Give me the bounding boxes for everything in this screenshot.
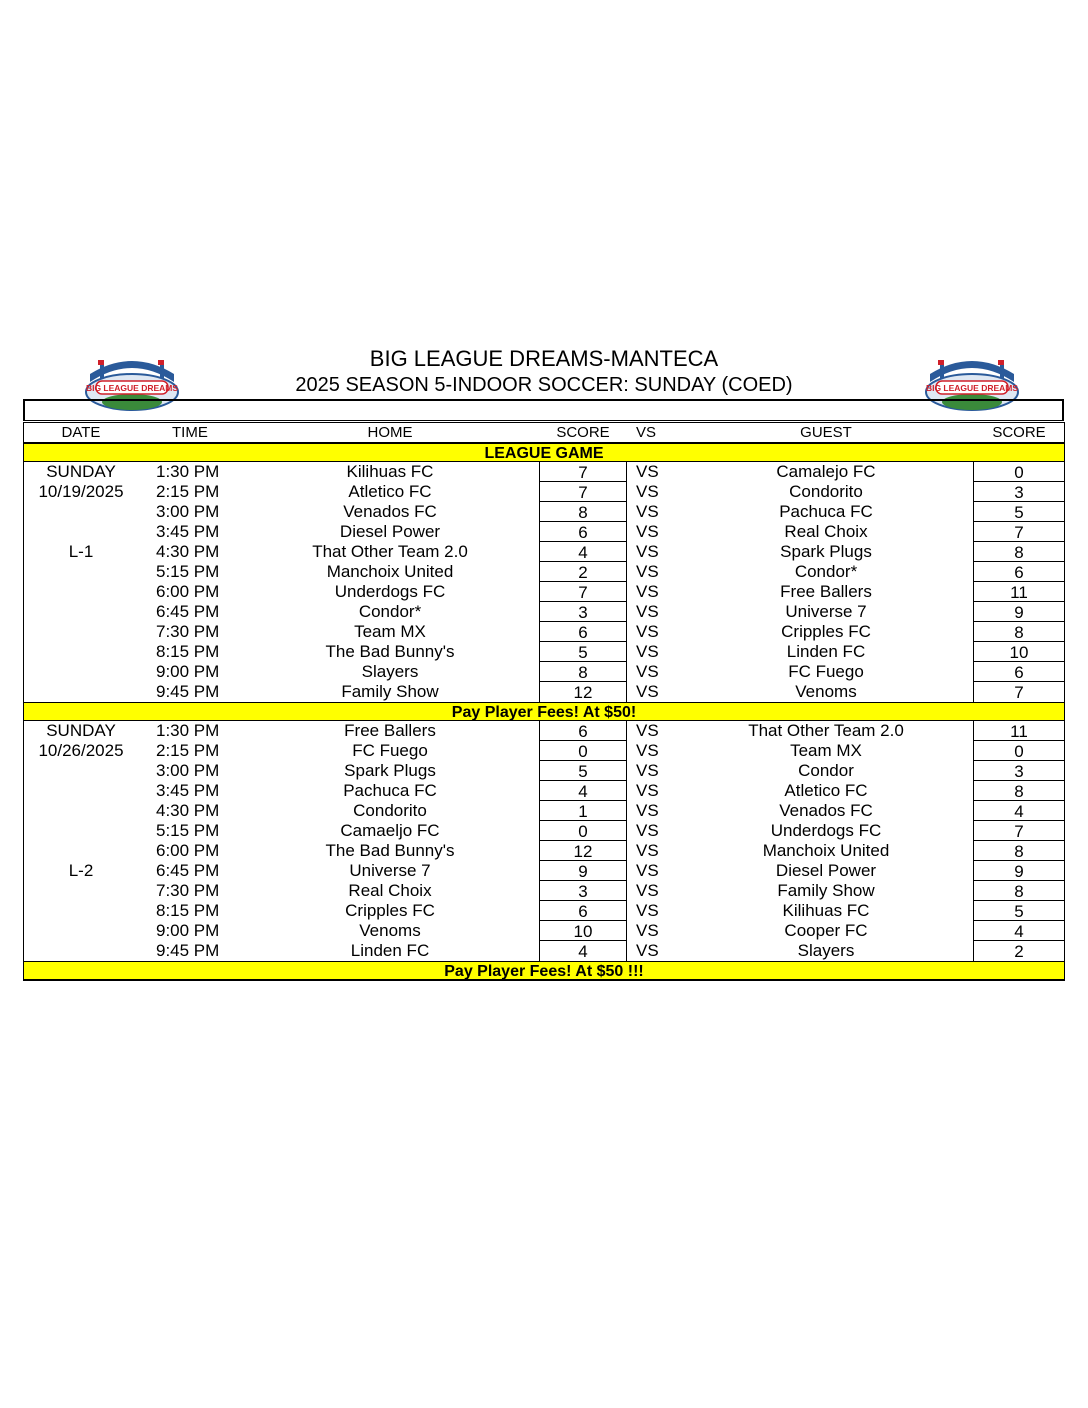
home-team: Pachuca FC <box>343 781 437 800</box>
guest-team: Camalejo FC <box>776 462 876 481</box>
home-score: 7 <box>539 462 627 482</box>
vs-label: VS <box>636 781 659 800</box>
col-guest-score: SCORE <box>992 424 1046 441</box>
guest-score: 3 <box>973 482 1065 502</box>
home-score: 7 <box>539 582 627 602</box>
home-score: 5 <box>539 761 627 781</box>
game-time: 4:30 PM <box>156 801 220 820</box>
game-time: 5:15 PM <box>156 562 220 581</box>
game-row <box>24 721 1064 741</box>
guest-team: Kilihuas FC <box>782 901 870 920</box>
game-time: 3:45 PM <box>156 781 220 800</box>
game-row <box>24 761 1064 781</box>
guest-team: Condor* <box>794 562 858 581</box>
guest-team: Condor <box>798 761 854 780</box>
home-team: Linden FC <box>350 941 430 960</box>
week-day: SUNDAY <box>46 721 116 740</box>
home-team: Atletico FC <box>348 482 432 501</box>
game-row <box>24 941 1064 961</box>
game-time: 6:45 PM <box>156 602 220 621</box>
column-header-row <box>24 423 1064 443</box>
league-game-band: LEAGUE GAME <box>24 443 1064 462</box>
game-row <box>24 801 1064 821</box>
vs-label: VS <box>636 502 659 521</box>
game-row <box>24 602 1064 622</box>
guest-score: 6 <box>973 662 1065 682</box>
schedule-table <box>23 422 1065 981</box>
game-row <box>24 582 1064 602</box>
col-guest: GUEST <box>800 424 852 441</box>
guest-score: 7 <box>973 682 1065 702</box>
guest-score: 2 <box>973 941 1065 961</box>
guest-team: FC Fuego <box>788 662 864 681</box>
guest-score: 9 <box>973 602 1065 622</box>
week-date: 10/26/2025 <box>38 741 124 760</box>
week-label: L-1 <box>68 542 94 561</box>
game-time: 9:45 PM <box>156 941 220 960</box>
guest-team: Real Choix <box>784 522 868 541</box>
guest-score: 6 <box>973 562 1065 582</box>
game-time: 9:00 PM <box>156 921 220 940</box>
home-team: Cripples FC <box>345 901 435 920</box>
home-team: Underdogs FC <box>334 582 446 601</box>
vs-label: VS <box>636 542 659 561</box>
guest-score: 5 <box>973 901 1065 921</box>
home-score: 6 <box>539 522 627 542</box>
guest-team: Manchoix United <box>762 841 890 860</box>
home-team: The Bad Bunny's <box>325 642 455 661</box>
col-date: DATE <box>61 424 101 441</box>
vs-label: VS <box>636 901 659 920</box>
guest-score: 0 <box>973 741 1065 761</box>
guest-team: Pachuca FC <box>779 502 873 521</box>
game-time: 8:15 PM <box>156 642 220 661</box>
home-score: 0 <box>539 821 627 841</box>
vs-label: VS <box>636 602 659 621</box>
vs-label: VS <box>636 921 659 940</box>
game-time: 8:15 PM <box>156 901 220 920</box>
guest-score: 0 <box>973 462 1065 482</box>
fees-reminder-band: Pay Player Fees! At $50! <box>24 702 1064 721</box>
col-time: TIME <box>172 424 208 441</box>
guest-team: Condorito <box>789 482 863 501</box>
home-score: 12 <box>539 841 627 861</box>
guest-team: Free Ballers <box>780 582 872 601</box>
week-date: 10/19/2025 <box>38 482 124 501</box>
home-team: Kilihuas FC <box>346 462 434 481</box>
home-score: 6 <box>539 901 627 921</box>
home-score: 1 <box>539 801 627 821</box>
banner-box <box>23 399 1064 421</box>
guest-score: 8 <box>973 781 1065 801</box>
game-row <box>24 482 1064 502</box>
vs-label: VS <box>636 741 659 760</box>
guest-team: Cooper FC <box>784 921 868 940</box>
game-time: 7:30 PM <box>156 881 220 900</box>
home-score: 9 <box>539 861 627 881</box>
home-score: 12 <box>539 682 627 702</box>
game-time: 2:15 PM <box>156 482 220 501</box>
game-time: 6:00 PM <box>156 582 220 601</box>
page-title: BIG LEAGUE DREAMS-MANTECA <box>369 346 719 371</box>
guest-score: 4 <box>973 921 1065 941</box>
guest-score: 7 <box>973 522 1065 542</box>
home-score: 4 <box>539 941 627 961</box>
fees-reminder-band: Pay Player Fees! At $50 !!! <box>24 961 1064 980</box>
home-team: Venoms <box>359 921 421 940</box>
guest-team: Venoms <box>795 682 857 701</box>
home-score: 4 <box>539 781 627 801</box>
home-team: Spark Plugs <box>344 761 436 780</box>
weeks-container <box>24 462 1064 980</box>
vs-label: VS <box>636 841 659 860</box>
vs-label: VS <box>636 482 659 501</box>
game-time: 6:00 PM <box>156 841 220 860</box>
guest-team: Team MX <box>790 741 862 760</box>
guest-team: Spark Plugs <box>780 542 872 561</box>
vs-label: VS <box>636 582 659 601</box>
guest-score: 8 <box>973 542 1065 562</box>
vs-label: VS <box>636 861 659 880</box>
vs-label: VS <box>636 801 659 820</box>
guest-score: 8 <box>973 841 1065 861</box>
game-row <box>24 741 1064 761</box>
home-score: 5 <box>539 642 627 662</box>
game-row <box>24 881 1064 901</box>
guest-team: Diesel Power <box>775 861 877 880</box>
vs-label: VS <box>636 881 659 900</box>
guest-team: Universe 7 <box>785 602 867 621</box>
game-row <box>24 821 1064 841</box>
home-team: Team MX <box>354 622 426 641</box>
game-row <box>24 522 1064 542</box>
game-row <box>24 562 1064 582</box>
guest-score: 8 <box>973 622 1065 642</box>
vs-label: VS <box>636 761 659 780</box>
home-score: 10 <box>539 921 627 941</box>
home-score: 6 <box>539 622 627 642</box>
game-time: 3:00 PM <box>156 502 220 521</box>
col-vs: VS <box>636 424 657 441</box>
page-subtitle: 2025 SEASON 5-INDOOR SOCCER: SUNDAY (COED) <box>295 374 793 396</box>
home-team: Family Show <box>341 682 439 701</box>
guest-score: 9 <box>973 861 1065 881</box>
game-time: 5:15 PM <box>156 821 220 840</box>
home-team: Venados FC <box>343 502 437 521</box>
week-day: SUNDAY <box>46 462 116 481</box>
game-time: 7:30 PM <box>156 622 220 641</box>
vs-label: VS <box>636 642 659 661</box>
home-team: Camaeljo FC <box>340 821 440 840</box>
game-row <box>24 462 1064 482</box>
vs-label: VS <box>636 522 659 541</box>
home-team: Slayers <box>361 662 419 681</box>
guest-score: 3 <box>973 761 1065 781</box>
guest-team: Underdogs FC <box>770 821 882 840</box>
guest-team: Family Show <box>777 881 875 900</box>
vs-label: VS <box>636 721 659 740</box>
home-score: 4 <box>539 542 627 562</box>
vs-label: VS <box>636 662 659 681</box>
game-time: 9:00 PM <box>156 662 220 681</box>
home-score: 3 <box>539 602 627 622</box>
home-team: Condor* <box>358 602 422 621</box>
guest-score: 4 <box>973 801 1065 821</box>
guest-team: Linden FC <box>786 642 866 661</box>
vs-label: VS <box>636 462 659 481</box>
guest-score: 11 <box>973 582 1065 602</box>
game-row <box>24 642 1064 662</box>
guest-team: Slayers <box>797 941 855 960</box>
home-score: 0 <box>539 741 627 761</box>
vs-label: VS <box>636 622 659 641</box>
vs-label: VS <box>636 821 659 840</box>
home-team: FC Fuego <box>352 741 428 760</box>
game-row <box>24 921 1064 941</box>
game-time: 3:45 PM <box>156 522 220 541</box>
home-score: 8 <box>539 502 627 522</box>
game-time: 4:30 PM <box>156 542 220 561</box>
game-time: 1:30 PM <box>156 721 220 740</box>
game-row <box>24 841 1064 861</box>
home-team: Free Ballers <box>344 721 436 740</box>
game-row <box>24 861 1064 881</box>
home-score: 6 <box>539 721 627 741</box>
logo-text: BIG LEAGUE DREAMS <box>85 383 179 393</box>
game-time: 2:15 PM <box>156 741 220 760</box>
guest-team: Venados FC <box>779 801 873 820</box>
game-row <box>24 542 1064 562</box>
guest-team: Atletico FC <box>784 781 868 800</box>
home-score: 8 <box>539 662 627 682</box>
game-time: 6:45 PM <box>156 861 220 880</box>
game-time: 3:00 PM <box>156 761 220 780</box>
home-team: Real Choix <box>348 881 432 900</box>
game-row <box>24 901 1064 921</box>
home-team: Universe 7 <box>349 861 431 880</box>
game-row <box>24 781 1064 801</box>
home-team: Manchoix United <box>326 562 454 581</box>
guest-team: That Other Team 2.0 <box>748 721 904 740</box>
vs-label: VS <box>636 682 659 701</box>
guest-score: 11 <box>973 721 1065 741</box>
col-home-score: SCORE <box>556 424 610 441</box>
game-row <box>24 662 1064 682</box>
game-row <box>24 502 1064 522</box>
guest-score: 10 <box>973 642 1065 662</box>
game-row <box>24 622 1064 642</box>
home-score: 3 <box>539 881 627 901</box>
guest-score: 7 <box>973 821 1065 841</box>
game-row <box>24 682 1064 702</box>
vs-label: VS <box>636 562 659 581</box>
guest-score: 8 <box>973 881 1065 901</box>
col-home: HOME <box>367 424 413 441</box>
home-team: Diesel Power <box>339 522 441 541</box>
game-time: 1:30 PM <box>156 462 220 481</box>
guest-team: Cripples FC <box>781 622 871 641</box>
home-team: Condorito <box>353 801 427 820</box>
vs-label: VS <box>636 941 659 960</box>
home-team: That Other Team 2.0 <box>312 542 468 561</box>
home-score: 2 <box>539 562 627 582</box>
home-score: 7 <box>539 482 627 502</box>
week-label: L-2 <box>68 861 94 880</box>
home-team: The Bad Bunny's <box>325 841 455 860</box>
logo-text: BIG LEAGUE DREAMS <box>925 383 1019 393</box>
game-time: 9:45 PM <box>156 682 220 701</box>
guest-score: 5 <box>973 502 1065 522</box>
